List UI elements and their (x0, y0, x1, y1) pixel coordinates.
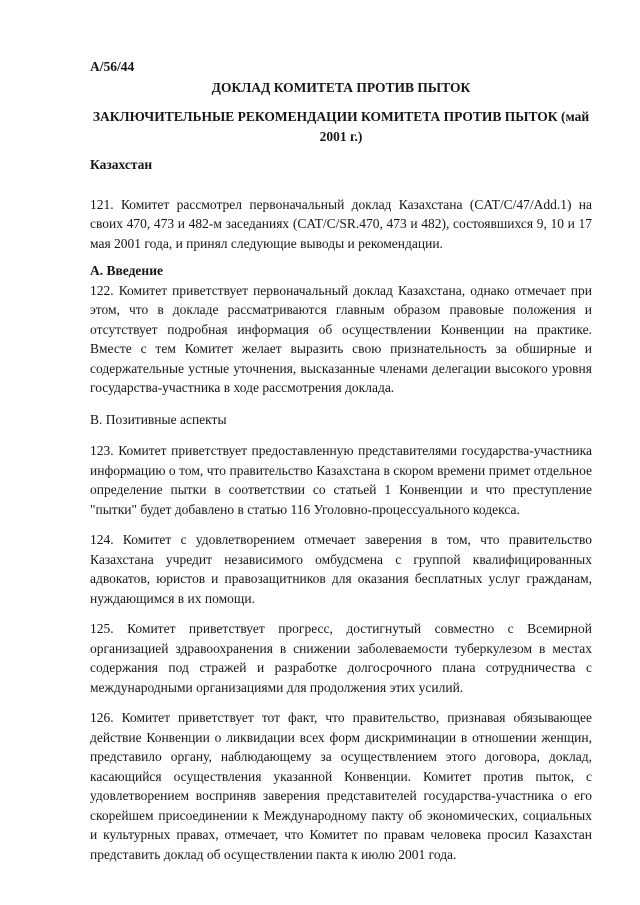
paragraph-126: 126. Комитет приветствует тот факт, что правительство, признавая обязывающее действие Конвенции о ликвидации всех форм дискриминации в отношении женщин, представило органу, наблюдающему за осуществлением этого договора, доклад, касающийся осуществления указанной Конвенции. Комитет против пыток, с удовлетворением восприняв заверения представителей государства-участника о его скорейшем присоединении к Международному пакту об экономических, социальных и культурных правах, отмечает, что Комитет по правам человека просил Казахстан представить доклад об осуществлении пакта к июлю 2001 года. (90, 710, 592, 862)
document-symbol: A/56/44 (90, 59, 135, 74)
section-heading-introduction: А. Введение (90, 263, 163, 278)
paragraph-121: 121. Комитет рассмотрел первоначальный доклад Казахстана (CAT/C/47/Add.1) на своих 470, 473 и 482-м заседаниях (CAT/C/SR.470, 473 и 482), состоявшихся 9, 10 и 17 мая 2001 года, и принял следующие выводы и рекомендации. (90, 196, 592, 251)
document-title: ДОКЛАД КОМИТЕТА ПРОТИВ ПЫТОК (211, 79, 471, 95)
country-heading: Казахстан (90, 157, 153, 172)
paragraph-125: 125. Комитет приветствует прогресс, достигнутый совместно с Всемирной организацией здравоохранения в снижении заболеваемости туберкулезом в местах содержания под стражей и разработке долгосрочного плана сотрудничества с международными организациями для продолжения этих усилий. (90, 621, 592, 695)
paragraph-123: 123. Комитет приветствует предоставленную представителями государства-участника информацию о том, что правительство Казахстана в скором времени примет отдельное определение пытки в соответствии со статьей 1 Конвенции и что преступление "пытки" будет добавлено в статью 116 Уголовно-процессуального кодекса. (90, 443, 592, 517)
paragraph-122: 122. Комитет приветствует первоначальный доклад Казахстана, однако отмечает при этом, что в докладе рассматриваются главным образом правовые положения и отсутствует подробная информация об осуществлении Конвенции на практике. Вместе с тем Комитет желает выразить свою признательность за обширные и содержательные устные уточнения, высказанные членами делегации высокого уровня государства-участника в ходе рассмотрения доклада. (90, 282, 592, 395)
paragraph-124: 124. Комитет с удовлетворением отмечает заверения в том, что правительство Казахстана учредит независимого омбудсмена с группой квалифицированных адвокатов, юристов и правозащитников для оказания бесплатных услуг гражданам, нуждающимся в их помощи. (90, 532, 592, 606)
section-heading-positive-aspects: В. Позитивные аспекты (90, 411, 227, 427)
document-subtitle: ЗАКЛЮЧИТЕЛЬНЫЕ РЕКОМЕНДАЦИИ КОМИТЕТА ПРОТИВ ПЫТОК (май 2001 г.) (92, 109, 590, 144)
